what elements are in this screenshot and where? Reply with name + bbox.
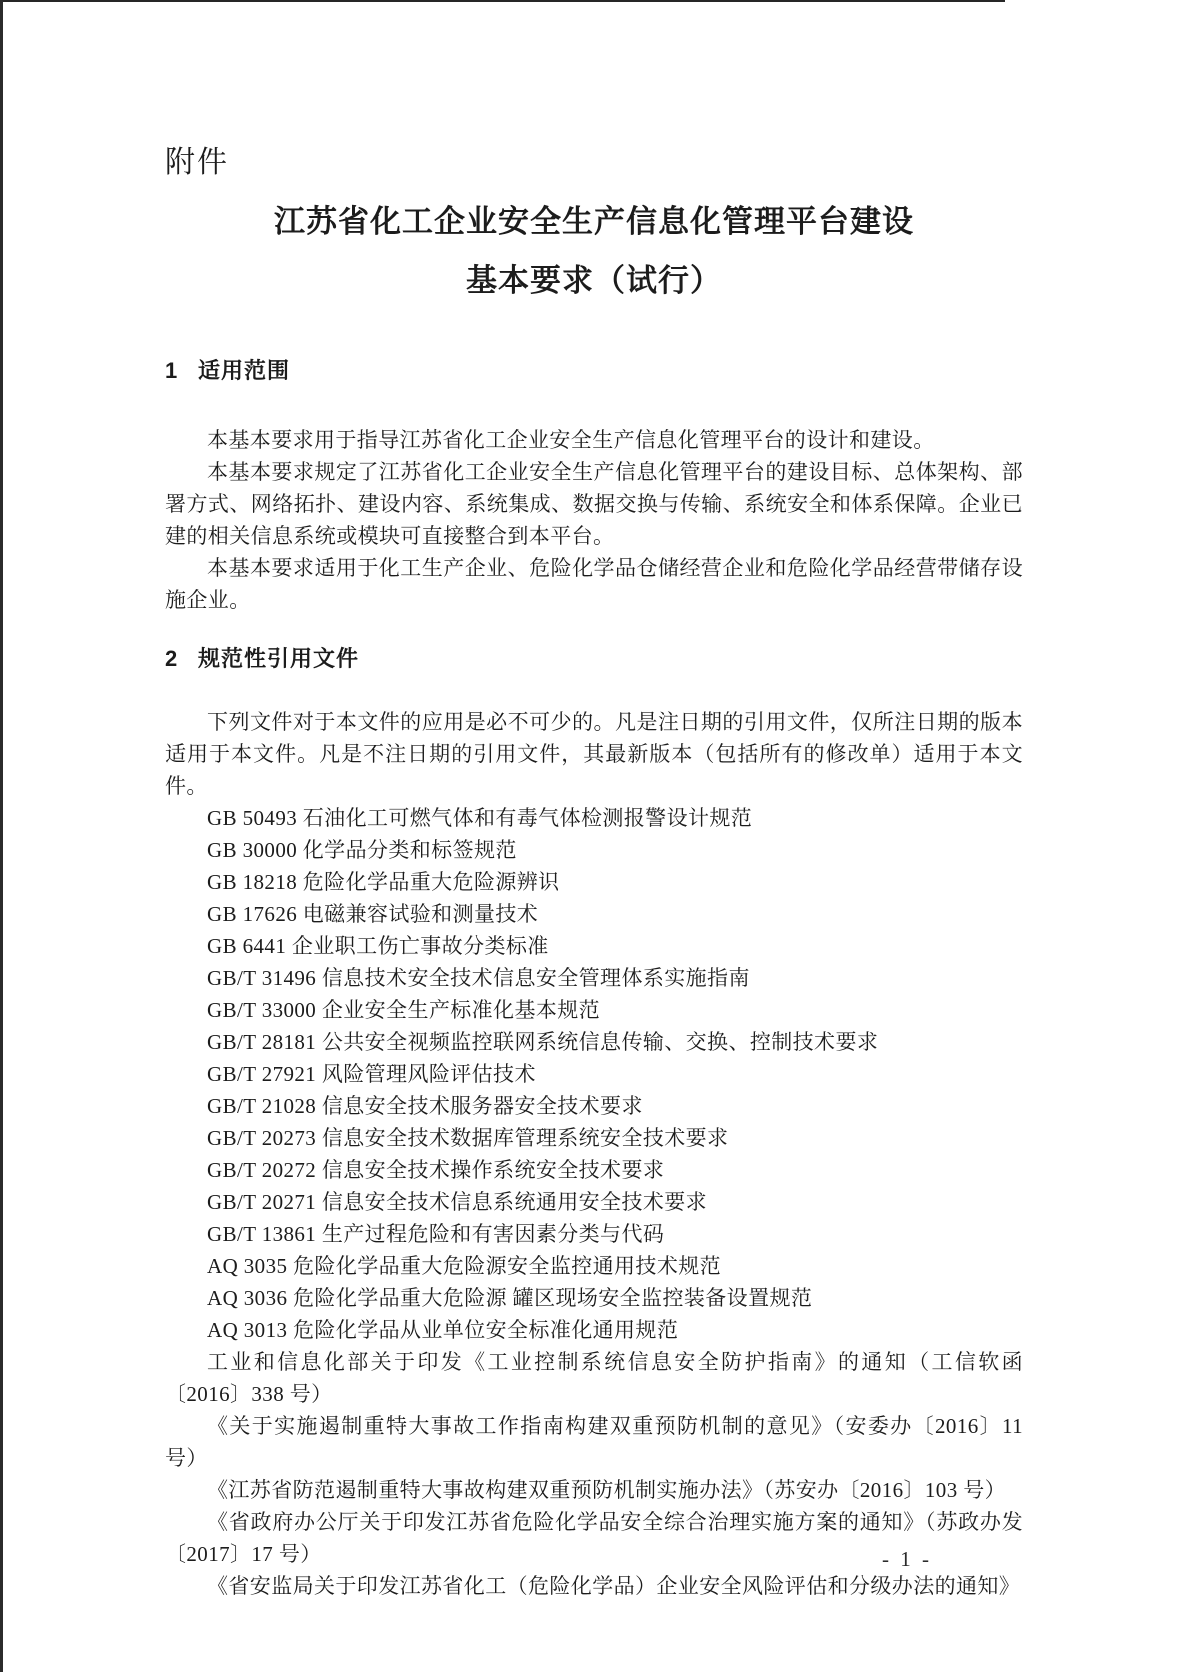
document-title xyxy=(165,192,1023,310)
section-1-heading-label: 适用范围 xyxy=(198,358,291,383)
section-2-number: 2 xyxy=(165,646,179,671)
reference-item: GB 30000 化学品分类和标签规范 xyxy=(207,838,517,862)
section-2-body xyxy=(165,706,1023,1602)
notice-citation: 《省安监局关于印发江苏省化工（危险化学品）企业安全风险评估和分级办法的通知》 xyxy=(207,1574,1021,1598)
paragraph: 本基本要求适用于化工生产企业、危险化学品仓储经营企业和危险化学品经营带储存设施企业。 xyxy=(165,556,1023,612)
reference-item: GB/T 27921 风险管理风险评估技术 xyxy=(207,1062,536,1086)
reference-item: GB/T 21028 信息安全技术服务器安全技术要求 xyxy=(207,1094,643,1118)
reference-item: GB 18218 危险化学品重大危险源辨识 xyxy=(207,870,560,894)
page-number: - 1 - xyxy=(882,1547,932,1571)
reference-item: AQ 3036 危险化学品重大危险源 罐区现场安全监控装备设置规范 xyxy=(207,1286,813,1310)
section-1-heading xyxy=(165,358,1023,384)
section-1-number: 1 xyxy=(165,358,179,383)
reference-item: GB 17626 电磁兼容试验和测量技术 xyxy=(207,902,539,926)
paragraph: 本基本要求用于指导江苏省化工企业安全生产信息化管理平台的设计和建设。 xyxy=(207,428,935,452)
document-title-line1: 江苏省化工企业安全生产信息化管理平台建设 xyxy=(274,204,914,239)
reference-item: GB/T 13861 生产过程危险和有害因素分类与代码 xyxy=(207,1222,665,1246)
section-2-heading-label: 规范性引用文件 xyxy=(198,646,360,671)
reference-item: GB/T 28181 公共安全视频监控联网系统信息传输、交换、控制技术要求 xyxy=(207,1030,879,1054)
reference-item: GB/T 31496 信息技术安全技术信息安全管理体系实施指南 xyxy=(207,966,750,990)
scan-edge-top-line xyxy=(0,0,1005,2)
section-1-body xyxy=(165,424,1023,616)
reference-item: GB/T 20272 信息安全技术操作系统安全技术要求 xyxy=(207,1158,665,1182)
reference-item: GB/T 20273 信息安全技术数据库管理系统安全技术要求 xyxy=(207,1126,729,1150)
reference-item: AQ 3035 危险化学品重大危险源安全监控通用技术规范 xyxy=(207,1254,722,1278)
paragraph: 下列文件对于本文件的应用是必不可少的。凡是注日期的引用文件，仅所注日期的版本适用于本文件。凡是不注日期的引用文件，其最新版本（包括所有的修改单）适用于本文件。 xyxy=(165,710,1023,798)
paragraph: 本基本要求规定了江苏省化工企业安全生产信息化管理平台的建设目标、总体架构、部署方式、网络拓扑、建设内容、系统集成、数据交换与传输、系统安全和体系保障。企业已建的相关信息系统或模块可直接整合到本平台。 xyxy=(165,460,1023,548)
notice-citation: 《关于实施遏制重特大事故工作指南构建双重预防机制的意见》（安委办〔2016〕11 号） xyxy=(165,1414,1023,1470)
scan-edge-left-line xyxy=(0,0,3,1672)
document-title-line2: 基本要求（试行） xyxy=(466,263,722,298)
document-content xyxy=(165,146,1023,1602)
notice-citation: 《省政府办公厅关于印发江苏省危险化学品安全综合治理实施方案的通知》（苏政办发〔2017〕17 号） xyxy=(165,1510,1023,1566)
reference-item: GB 50493 石油化工可燃气体和有毒气体检测报警设计规范 xyxy=(207,806,753,830)
attachment-label: 附件 xyxy=(165,146,229,179)
reference-item: AQ 3013 危险化学品从业单位安全标准化通用规范 xyxy=(207,1318,679,1342)
notice-citation: 《江苏省防范遏制重特大事故构建双重预防机制实施办法》（苏安办〔2016〕103 号） xyxy=(207,1478,1007,1502)
reference-item: GB 6441 企业职工伤亡事故分类标准 xyxy=(207,934,549,958)
section-2-heading xyxy=(165,646,1023,672)
notice-citation: 工业和信息化部关于印发《工业控制系统信息安全防护指南》的通知（工信软函〔2016〕338 号） xyxy=(165,1350,1023,1406)
reference-item: GB/T 33000 企业安全生产标准化基本规范 xyxy=(207,998,601,1022)
reference-item: GB/T 20271 信息安全技术信息系统通用安全技术要求 xyxy=(207,1190,708,1214)
